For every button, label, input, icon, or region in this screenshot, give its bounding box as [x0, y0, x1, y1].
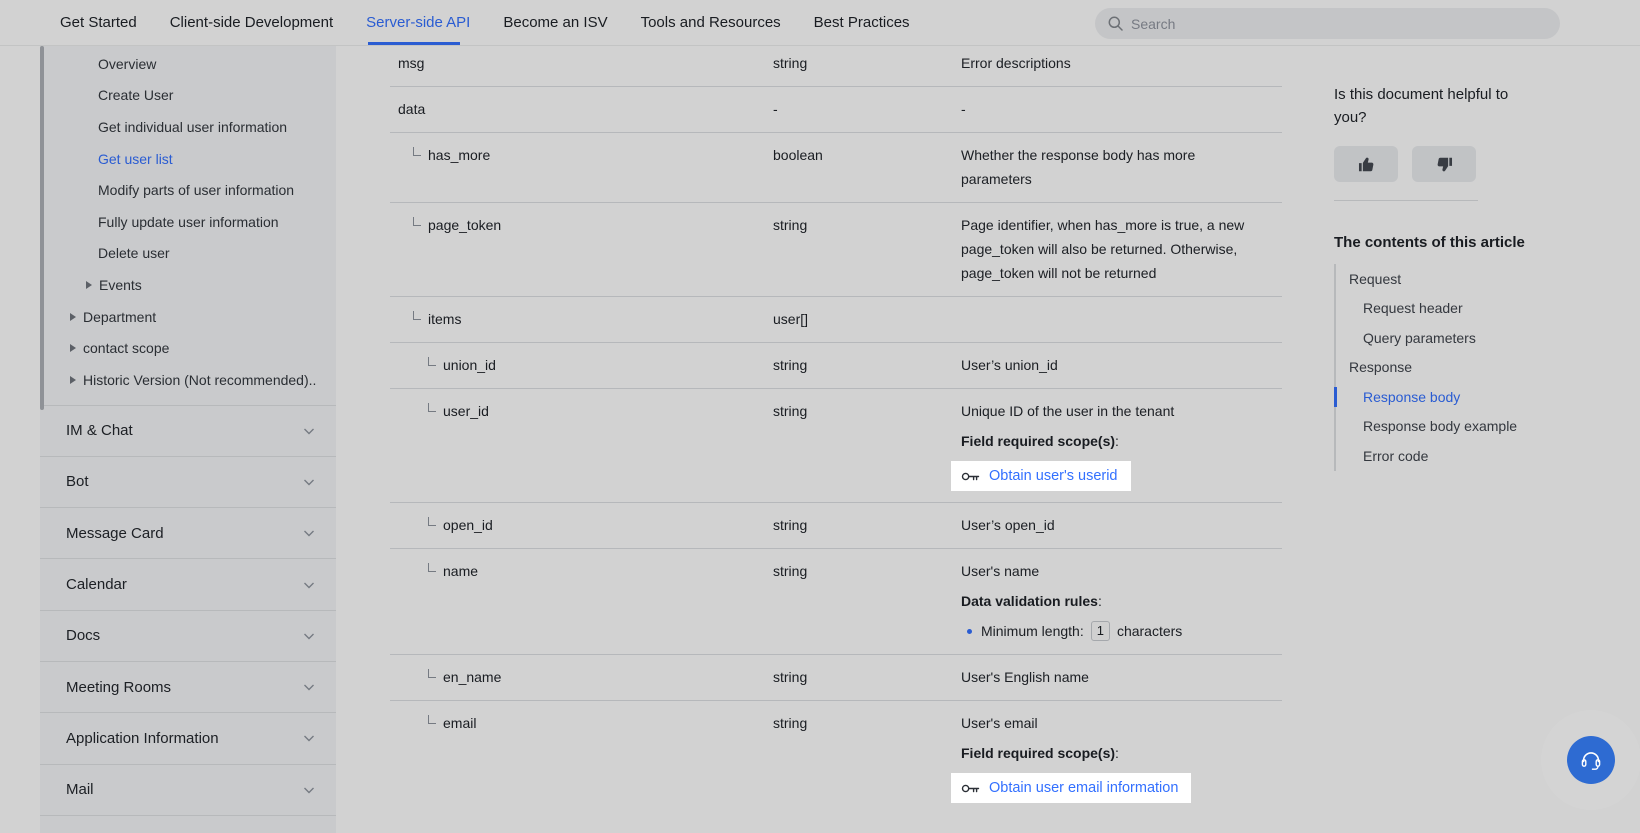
field-description: User's email — [961, 715, 1038, 731]
chevron-down-icon — [302, 680, 316, 694]
field-name: items — [428, 311, 462, 327]
toc-item-error-code[interactable]: Error code — [1363, 447, 1429, 464]
field-name-cell — [390, 51, 768, 75]
sidebar-section-label: Mail — [66, 781, 94, 799]
sidebar-item-label: Get individual user information — [98, 118, 288, 135]
nest-icon — [413, 147, 421, 156]
sidebar-item-get-user-list[interactable] — [40, 143, 336, 175]
headset-icon — [1579, 748, 1603, 772]
sidebar-section-application-information[interactable] — [40, 713, 336, 764]
table-row — [390, 701, 1282, 814]
field-name-cell — [390, 399, 768, 491]
feedback-question: Is this document helpful to you? — [1334, 86, 1509, 126]
sidebar-section-calendar[interactable] — [40, 559, 336, 610]
validation-rule — [961, 619, 1266, 643]
toc-item-request-header[interactable]: Request header — [1363, 300, 1463, 317]
sidebar — [40, 46, 336, 833]
field-type-cell: - — [773, 101, 778, 117]
field-description: User’s union_id — [961, 357, 1058, 373]
field-description: Error descriptions — [961, 55, 1071, 71]
chevron-down-icon — [302, 424, 316, 438]
field-type-cell: user[] — [773, 311, 809, 327]
nav-tab-server-side-api[interactable]: Server-side API — [366, 0, 470, 45]
sidebar-section-message-card[interactable] — [40, 508, 336, 559]
nest-icon — [428, 517, 436, 526]
table-row — [390, 389, 1282, 503]
right-rail — [1334, 46, 1584, 471]
sidebar-section-label: Bot — [66, 473, 89, 491]
nest-icon — [428, 403, 436, 412]
scope-link-spotlight — [951, 773, 1191, 803]
triangle-right-icon — [70, 344, 76, 352]
sidebar-item-label: Delete user — [98, 245, 170, 262]
sidebar-section-bot[interactable] — [40, 457, 336, 508]
nav-tab-client-side-development[interactable]: Client-side Development — [169, 14, 334, 31]
thumbs-up-button[interactable] — [1334, 146, 1398, 182]
field-description-cell — [956, 711, 1282, 803]
field-name-cell — [390, 711, 768, 803]
bold-label: Field required scope(s): — [961, 745, 1119, 761]
sidebar-item-delete-user[interactable] — [40, 238, 336, 270]
field-description: - — [961, 101, 966, 117]
field-description: Whether the response body has more parameters — [961, 147, 1196, 187]
sidebar-scrollbar[interactable] — [40, 46, 44, 410]
field-description-cell — [956, 51, 1282, 75]
nav-tabs — [60, 0, 943, 45]
nav-tab-best-practices[interactable]: Best Practices — [813, 14, 910, 31]
search-icon — [1108, 16, 1123, 31]
validation-text: Minimum length: — [981, 623, 1084, 639]
sidebar-item-modify-parts-of-user-information[interactable] — [40, 174, 336, 206]
toc-item-query-parameters[interactable]: Query parameters — [1363, 329, 1476, 346]
field-description-cell — [956, 559, 1282, 643]
field-description: User's name — [961, 563, 1040, 579]
sidebar-item-label: Fully update user information — [98, 213, 279, 230]
field-description-cell — [956, 399, 1282, 491]
table-row — [390, 655, 1282, 701]
nav-tab-tools-and-resources[interactable]: Tools and Resources — [640, 14, 781, 31]
sidebar-item-label: Events — [99, 276, 142, 293]
field-type-cell: boolean — [773, 147, 823, 163]
field-name-cell — [390, 559, 768, 643]
sidebar-item-label: Create User — [98, 87, 174, 104]
nest-icon — [428, 715, 436, 724]
thumbs-up-icon — [1357, 155, 1376, 174]
field-name-cell — [390, 213, 768, 285]
thumbs-down-icon — [1435, 155, 1454, 174]
field-description-cell — [956, 307, 1282, 331]
field-description-cell — [956, 513, 1282, 537]
field-name: email — [443, 715, 477, 731]
key-icon — [961, 782, 980, 795]
sidebar-item-events[interactable] — [40, 269, 336, 301]
triangle-right-icon — [86, 281, 92, 289]
field-description-cell — [956, 97, 1282, 121]
top-nav — [0, 0, 1640, 46]
sidebar-item-overview[interactable] — [40, 48, 336, 80]
sidebar-section-label: Meeting Rooms — [66, 678, 172, 696]
sidebar-section-label: Calendar — [66, 576, 127, 594]
field-type-cell: string — [773, 715, 808, 731]
support-button[interactable] — [1567, 736, 1615, 784]
table-row — [390, 503, 1282, 549]
scope-link-spotlight — [951, 461, 1131, 491]
scope-link-obtain-user-s-userid[interactable]: Obtain user's userid — [989, 468, 1118, 484]
key-icon — [961, 470, 980, 483]
response-body-table — [390, 46, 1282, 814]
sidebar-section-label: Message Card — [66, 524, 164, 542]
nest-icon — [428, 357, 436, 366]
sidebar-item-label: Department — [83, 308, 157, 325]
chevron-down-icon — [302, 731, 316, 745]
sidebar-section-mail[interactable] — [40, 765, 336, 816]
bold-label: Data validation rules: — [961, 593, 1102, 609]
sidebar-section-label: Docs — [66, 627, 101, 645]
chevron-down-icon — [302, 578, 316, 592]
toc-item-response-body[interactable]: Response body — [1336, 382, 1584, 412]
search-box[interactable] — [1095, 8, 1560, 39]
field-name: has_more — [428, 147, 491, 163]
sidebar-item-label: contact scope — [83, 340, 170, 357]
toc-item-response[interactable]: Response — [1349, 359, 1413, 376]
scope-link-obtain-user-email-information[interactable]: Obtain user email information — [989, 780, 1179, 796]
bold-label: Field required scope(s): — [961, 433, 1119, 449]
chevron-down-icon — [302, 526, 316, 540]
triangle-right-icon — [70, 313, 76, 321]
thumbs-down-button[interactable] — [1412, 146, 1476, 182]
chevron-down-icon — [302, 783, 316, 797]
chevron-down-icon — [302, 629, 316, 643]
sidebar-item-label: Modify parts of user information — [98, 182, 295, 199]
sidebar-item-contact-scope[interactable] — [40, 332, 336, 364]
toc-item-request[interactable]: Request — [1349, 270, 1402, 287]
nest-icon — [413, 311, 421, 320]
sidebar-section-label: Application Information — [66, 729, 219, 747]
toc-title: The contents of this article — [1334, 234, 1525, 251]
field-type-cell: string — [773, 357, 808, 373]
field-description-cell — [956, 665, 1282, 689]
nav-tab-become-an-isv[interactable]: Become an ISV — [503, 14, 608, 31]
field-name: en_name — [443, 669, 502, 685]
sidebar-item-fully-update-user-information[interactable] — [40, 206, 336, 238]
right-rail-divider — [1334, 200, 1478, 201]
sidebar-item-label: Get user list — [98, 150, 173, 167]
sidebar-item-label: Overview — [98, 55, 157, 72]
field-name-cell — [390, 513, 768, 537]
validation-suffix: characters — [1116, 623, 1183, 639]
field-description-cell — [956, 213, 1282, 285]
field-type-cell: string — [773, 403, 808, 419]
field-name: user_id — [443, 403, 489, 419]
field-name: name — [443, 563, 479, 579]
table-row — [390, 87, 1282, 133]
search-input[interactable] — [1131, 16, 1511, 32]
table-row — [390, 203, 1282, 297]
field-name-cell — [390, 665, 768, 689]
nav-tab-get-started[interactable]: Get Started — [60, 14, 137, 31]
field-description: User’s open_id — [961, 517, 1055, 533]
sidebar-item-create-user[interactable] — [40, 80, 336, 112]
sidebar-section-docs[interactable] — [40, 611, 336, 662]
field-description: User's English name — [961, 669, 1089, 685]
toc-item-response-body-example[interactable]: Response body example — [1363, 418, 1518, 435]
field-type-cell: string — [773, 517, 808, 533]
field-description-cell — [956, 143, 1282, 191]
triangle-right-icon — [70, 376, 76, 384]
field-name: data — [398, 101, 426, 117]
field-name-cell — [390, 143, 768, 191]
table-row — [390, 343, 1282, 389]
field-type-cell: string — [773, 563, 808, 579]
sidebar-section-im-chat[interactable] — [40, 406, 336, 457]
field-type-cell: string — [773, 669, 808, 685]
table-row — [390, 46, 1282, 87]
field-description: Unique ID of the user in the tenant — [961, 403, 1175, 419]
field-description-cell — [956, 353, 1282, 377]
sidebar-section-meeting-rooms[interactable] — [40, 662, 336, 713]
field-name: open_id — [443, 517, 493, 533]
field-name: msg — [398, 55, 425, 71]
sidebar-section-label: IM & Chat — [66, 422, 133, 440]
nest-icon — [413, 217, 421, 226]
field-name: page_token — [428, 217, 502, 233]
table-row — [390, 549, 1282, 655]
sidebar-item-department[interactable] — [40, 301, 336, 333]
field-name-cell — [390, 307, 768, 331]
nest-icon — [428, 669, 436, 678]
field-type-cell: string — [773, 55, 808, 71]
chevron-down-icon — [302, 475, 316, 489]
field-name-cell — [390, 97, 768, 121]
sidebar-item-historic-version-not-recommended[interactable] — [40, 364, 336, 396]
field-name: union_id — [443, 357, 496, 373]
table-row — [390, 297, 1282, 343]
field-description: Page identifier, when has_more is true, a new page_token will also be returned. Otherwise, page_token will not be returned — [961, 217, 1245, 281]
sidebar-item-get-individual-user-information[interactable] — [40, 111, 336, 143]
bullet-icon — [967, 629, 972, 634]
validation-value-box: 1 — [1091, 621, 1110, 641]
table-row — [390, 133, 1282, 203]
field-name-cell — [390, 353, 768, 377]
field-type-cell: string — [773, 217, 808, 233]
sidebar-item-label: Historic Version (Not recommended).. — [83, 371, 317, 388]
nest-icon — [428, 563, 436, 572]
